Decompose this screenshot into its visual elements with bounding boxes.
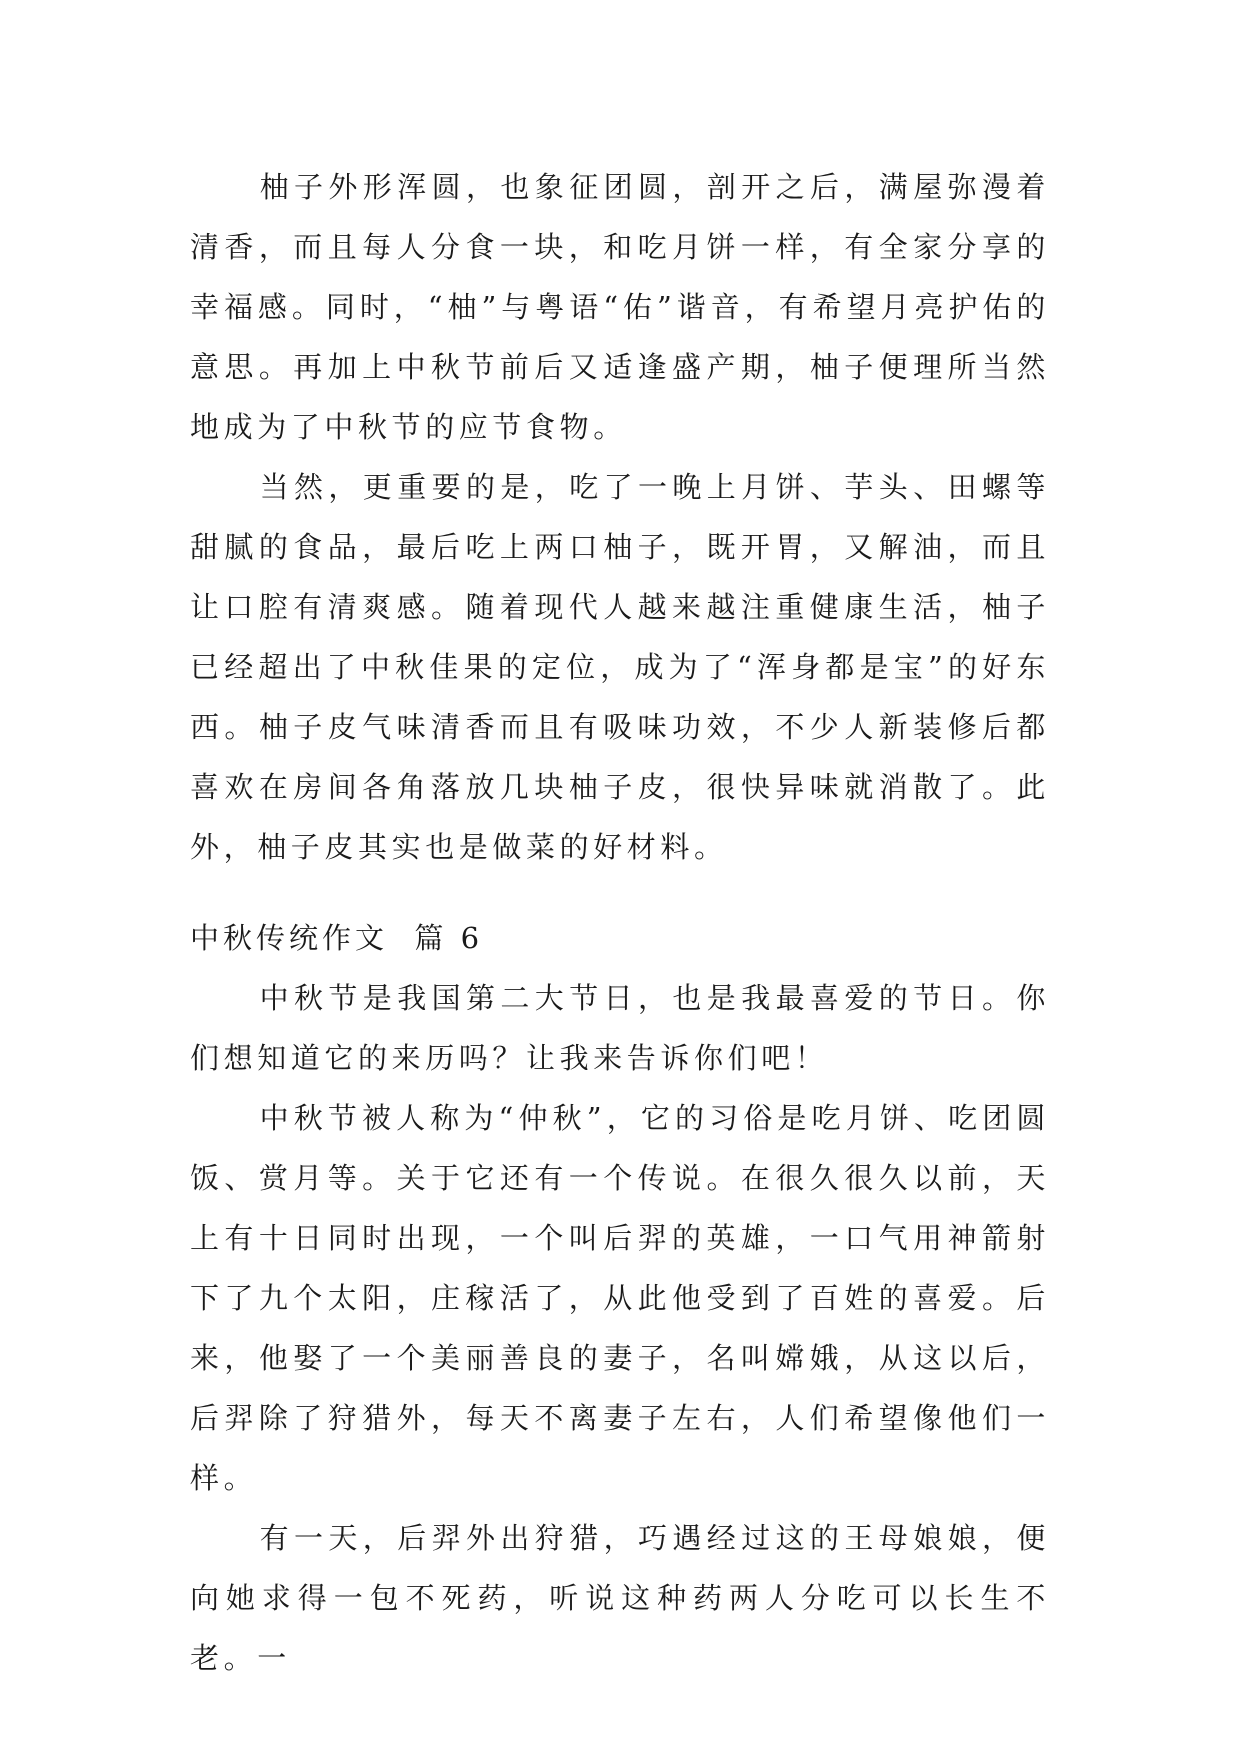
paragraph-elixir: 有一天，后羿外出狩猎，巧遇经过这的王母娘娘，便向她求得一包不死药，听说这种药两人分吃可以长生不老。一: [190, 1521, 1050, 1675]
essay-continuation: [190, 157, 1050, 877]
essay-section-6: [190, 908, 1050, 1688]
paragraph-pomelo-symbolism: 柚子外形浑圆，也象征团圆，剖开之后，满屋弥漫着清香，而且每人分食一块，和吃月饼一样，有全家分享的幸福感。同时，“柚”与粤语“佑”谐音，有希望月亮护佑的意思。再加上中秋节前后又适逢盛产期，柚子便理所当然地成为了中秋节的应节食物。: [190, 170, 1050, 444]
paragraph-pomelo-benefits: 当然，更重要的是，吃了一晚上月饼、芋头、田螺等甜腻的食品，最后吃上两口柚子，既开胃，又解油，而且让口腔有清爽感。随着现代人越来越注重健康生活，柚子已经超出了中秋佳果的定位，成为了“浑身都是宝”的好东西。柚子皮气味清香而且有吸味功效，不少人新装修后都喜欢在房间各角落放几块柚子皮，很快异味就消散了。此外，柚子皮其实也是做菜的好材料。: [190, 470, 1050, 864]
paragraph-intro: 中秋节是我国第二大节日，也是我最喜爱的节日。你们想知道它的来历吗？让我来告诉你们吧！: [190, 981, 1050, 1075]
section-heading: 中秋传统作文 篇 6: [190, 921, 484, 955]
paragraph-legend: 中秋节被人称为“仲秋”，它的习俗是吃月饼、吃团圆饭、赏月等。关于它还有一个传说。在很久很久以前，天上有十日同时出现，一个叫后羿的英雄，一口气用神箭射下了九个太阳，庄稼活了，从此他受到了百姓的喜爱。后来，他娶了一个美丽善良的妻子，名叫嫦娥，从这以后，后羿除了狩猎外，每天不离妻子左右，人们希望像他们一样。: [190, 1101, 1050, 1495]
